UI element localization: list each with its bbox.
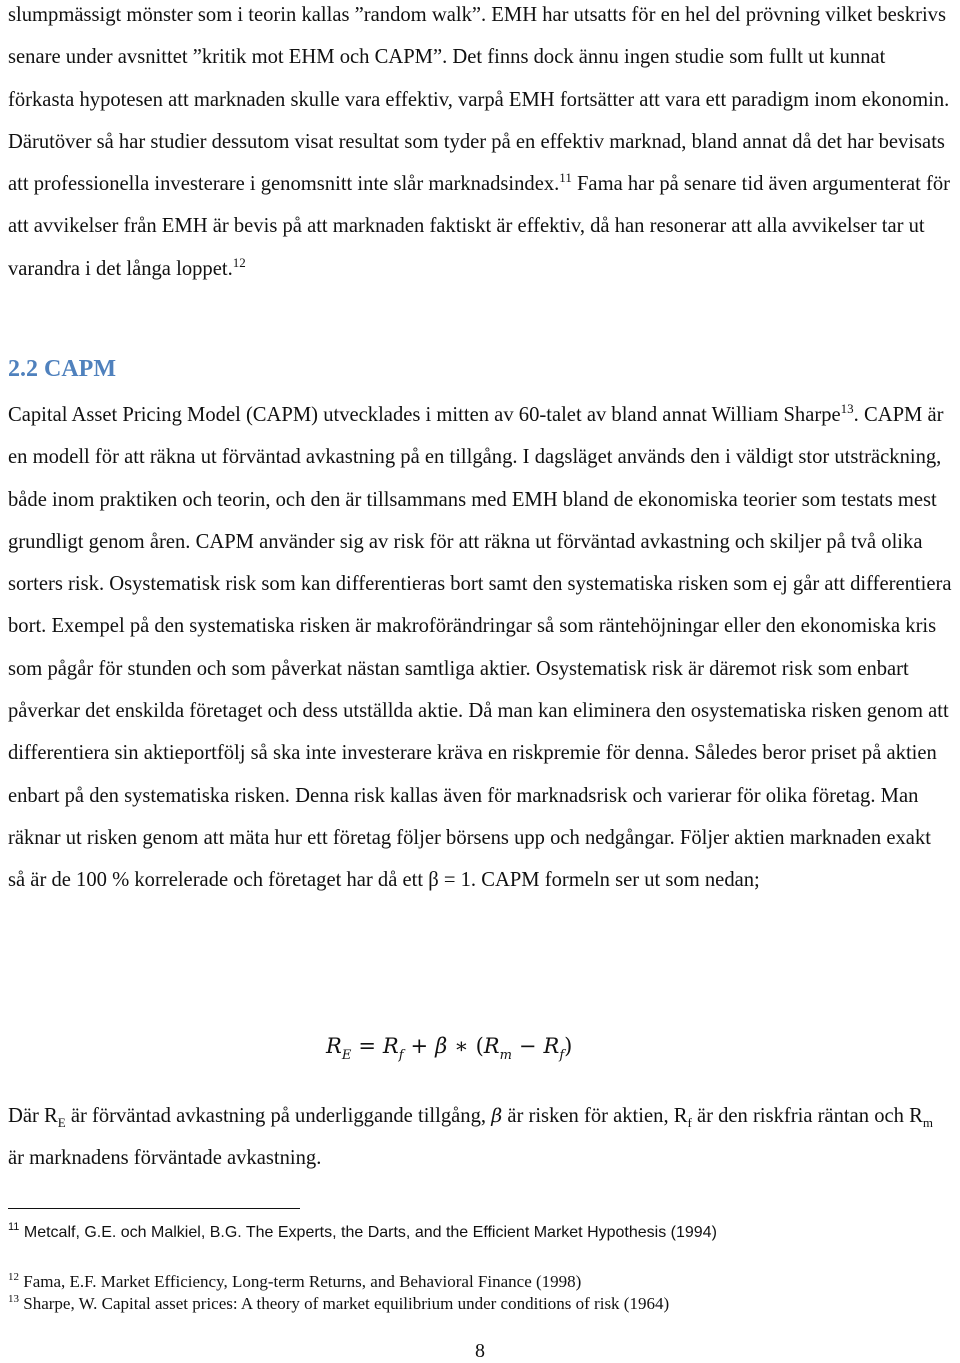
paragraph-text: är marknadens förväntade avkastning. [8, 1147, 322, 1170]
footnote-divider [8, 1208, 300, 1209]
formula-operator: = [358, 1034, 376, 1058]
formula-paren: ( [475, 1034, 484, 1058]
paragraph-formula-explanation [8, 1095, 953, 1180]
paragraph-emh [8, 0, 953, 290]
formula-subscript: f [559, 1048, 565, 1063]
paragraph-text: Capital Asset Pricing Model (CAPM) utvecklades i mitten av 60-talet av bland annat William Sharpe [8, 404, 841, 426]
formula-operator: − [518, 1034, 537, 1058]
paragraph-text: är förväntad avkastning på underliggande tillgång, [65, 1105, 492, 1127]
beta-symbol: β [491, 1105, 503, 1127]
page-number: 8 [475, 1340, 485, 1362]
footnote-number: 13 [8, 1293, 19, 1305]
footnote-13 [8, 1294, 669, 1314]
formula-symbol: R [483, 1034, 500, 1058]
paragraph-text: är risken för aktien, R [502, 1105, 688, 1127]
formula-symbol: R [382, 1034, 399, 1058]
paragraph-text: Där R [8, 1105, 58, 1127]
formula-symbol: R [543, 1034, 560, 1058]
footnote-number: 11 [8, 1221, 20, 1233]
formula-symbol: β [435, 1034, 448, 1058]
footnote-ref-12[interactable]: 12 [232, 254, 246, 270]
subscript: E [57, 1115, 66, 1130]
section-heading: 2.2 CAPM [8, 356, 116, 382]
paragraph-text: . CAPM är en modell för att räkna ut förväntad avkastning på en tillgång. I dagsläget används den i väldigt stor utsträckning, både inom praktiken och teorin, och den är tillsammans med EMH bland de ekonomiska teorier som testats mest grundligt genom åren. CAPM använder sig av risk för att räkna ut förväntad avkastning och skiljer på två olika sorters risk. Osystematisk risk som kan differentieras bort samt den systematiska risken som ej går att differentiera bort. Exempel på den systematiska risken är makroförändringar så som räntehöjningar eller den ekonomiska kris som pågår för stunden och som påverkat nästan samtliga aktier. Osystematisk risk är däremot risk som enbart påverkar det enskilda företaget och dess utställda aktie. Då man kan eliminera den osystematiska risken genom att differentiera sin aktieportfölj så ska inte investerare kräva en riskpremie för denna. Således beror priset på aktien enbart på den systematiska risken. Denna risk kallas även för marknadsrisk och varierar för olika företag. Man räknar ut risken genom att mäta hur ett företag följer börsens upp och nedgångar. Följer aktien marknaden exakt så är de 100 % korrelerade och företaget har då ett β = 1. CAPM formeln ser ut som nedan; [8, 404, 952, 892]
footnote-11 [8, 1221, 717, 1242]
footnote-12 [8, 1272, 581, 1292]
formula-paren: ) [564, 1034, 573, 1058]
subscript: f [687, 1115, 692, 1130]
footnote-text: Sharpe, W. Capital asset prices: A theory of market equilibrium under conditions of risk (1964) [19, 1294, 670, 1313]
footnote-text: Metcalf, G.E. och Malkiel, B.G. The Experts, the Darts, and the Efficient Market Hypothesis (1994) [19, 1224, 717, 1241]
formula-subscript: m [499, 1048, 512, 1063]
formula-subscript: E [341, 1048, 352, 1063]
paragraph-text: slumpmässigt mönster som i teorin kallas ”random walk”. EMH har utsatts för en hel del prövning vilket beskrivs senare under avsnittet ”kritik mot EHM och CAPM”. Det finns dock ännu ingen studie som fullt ut kunnat förkasta hypotesen att marknaden skulle vara effektiv, varpå EMH fortsätter att vara ett paradigm inom ekonomin. Därutöver så har studier dessutom visat resultat som tyder på en effektiv marknad, bland annat då det har bevisats att professionella investerare i genomsnitt inte slår marknadsindex. [8, 4, 950, 196]
footnote-ref-11[interactable]: 11 [559, 170, 572, 186]
formula-operator: + [410, 1034, 429, 1058]
paragraph-capm [8, 394, 953, 902]
paragraph-text: Fama har på senare tid även argumenterat för att avvikelser från EMH är bevis på att marknaden faktiskt är effektiv, då han resonerar att alla avvikelser tar ut varandra i det långa loppet. [8, 173, 950, 280]
formula-symbol: R [326, 1034, 342, 1058]
footnote-ref-13[interactable]: 13 [840, 401, 854, 416]
formula-subscript: f [398, 1048, 404, 1063]
subscript: m [922, 1115, 933, 1130]
document-page [8, 0, 953, 1313]
footnote-text: Fama, E.F. Market Efficiency, Long-term Returns, and Behavioral Finance (1998) [19, 1272, 582, 1291]
capm-formula [326, 1034, 573, 1063]
paragraph-text: är den riskfria räntan och R [691, 1105, 923, 1127]
footnote-number: 12 [8, 1271, 19, 1283]
formula-operator: ∗ [454, 1034, 469, 1058]
